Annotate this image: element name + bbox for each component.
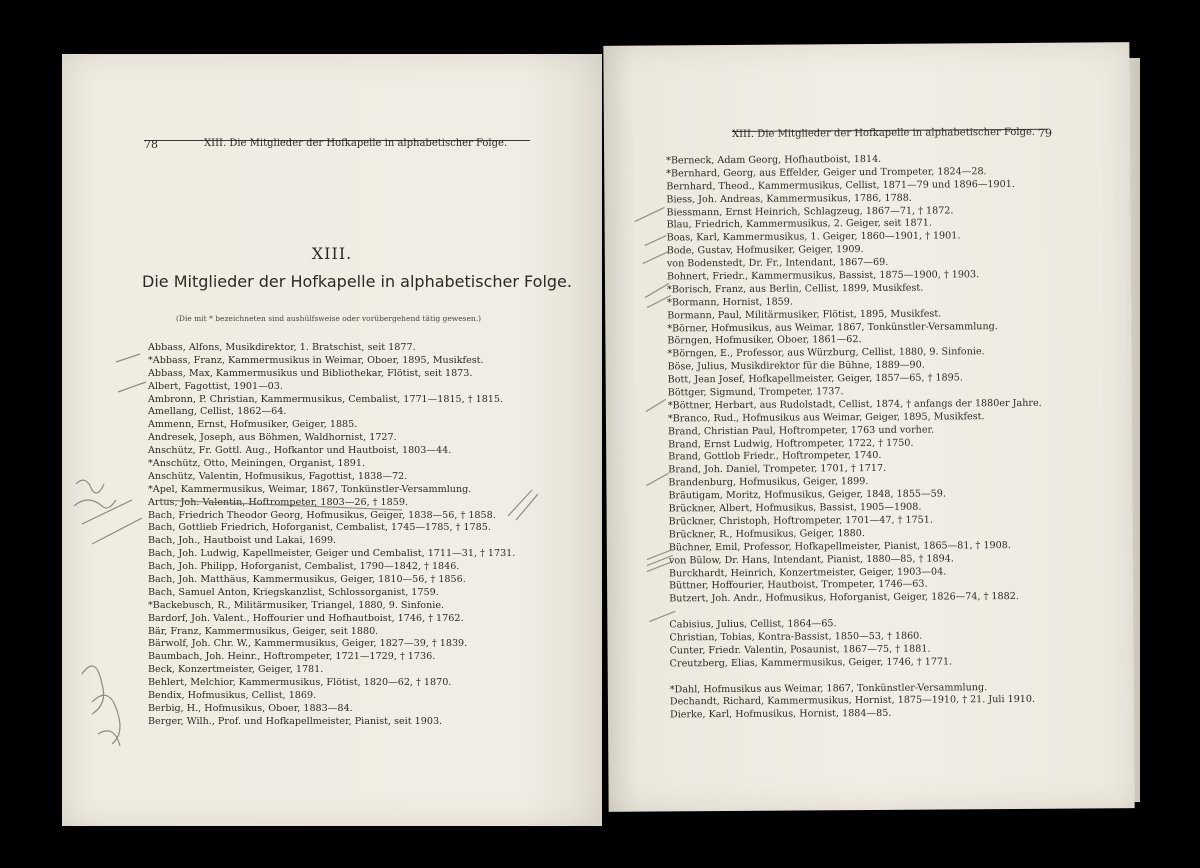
entry-line: Butzert, Joh. Andr., Hofmusikus, Hoforganist, Geiger, 1826—74, † 1882. bbox=[669, 591, 1019, 605]
entry-line: *Dahl, Hofmusikus aus Weimar, 1867, Tonkünstler-Versammlung. bbox=[669, 681, 988, 695]
pencil-scribble bbox=[74, 500, 116, 508]
entry-line: *Berneck, Adam Georg, Hofhautboist, 1814. bbox=[666, 153, 882, 167]
running-header-text: XIII. Die Mitglieder der Hofkapelle in alphabetischer Folge. bbox=[204, 138, 508, 149]
entry-line: Brückner, R., Hofmusikus, Geiger, 1880. bbox=[668, 527, 865, 541]
entry-line: *Börner, Hofmusikus, aus Weimar, 1867, Tonkünstler-Versammlung. bbox=[667, 320, 998, 334]
entry-line: Bernhard, Theod., Kammermusikus, Cellist, 1871—79 und 1896—1901. bbox=[666, 178, 1015, 193]
pencil-mark bbox=[118, 382, 146, 392]
entry-line: Anschütz, Valentin, Hofmusikus, Fagottist, 1838—72. bbox=[148, 470, 408, 482]
entry-line: Brückner, Christoph, Hoftrompeter, 1701—47, † 1751. bbox=[668, 514, 933, 528]
running-header-text: XIII. Die Mitglieder der Hofkapelle in alphabetischer Folge. bbox=[731, 126, 1036, 140]
running-header bbox=[731, 126, 1052, 140]
pencil-mark bbox=[646, 473, 668, 485]
entry-line: Beck, Konzertmeister, Geiger, 1781. bbox=[148, 664, 324, 676]
entry-line: Büchner, Emil, Professor, Hofkapellmeister, Pianist, 1865—81, † 1908. bbox=[668, 539, 1011, 554]
entry-line: *Böttner, Herbart, aus Rudolstadt, Cellist, 1874, † anfangs der 1880er Jahre. bbox=[667, 397, 1042, 412]
pencil-mark bbox=[645, 283, 669, 297]
pencil-mark bbox=[645, 235, 667, 245]
entry-line: Bardorf, Joh. Valent., Hoffourier und Hofhautboist, 1746, † 1762. bbox=[148, 612, 464, 624]
chapter-note: (Die mit * bezeichneten sind aushülfsweise oder vorübergehend tätig gewesen.) bbox=[176, 314, 482, 323]
entry-line: Bach, Joh., Hautboist und Lakai, 1699. bbox=[148, 535, 337, 547]
entry-line: Brand, Ernst Ludwig, Hoftrompeter, 1722, † 1750. bbox=[668, 437, 914, 450]
entry-line: Burckhardt, Heinrich, Konzertmeister, Geiger, 1903—04. bbox=[668, 565, 947, 579]
entry-line: *Branco, Rud., Hofmusikus aus Weimar, Geiger, 1895, Musikfest. bbox=[667, 411, 985, 425]
entry-line: Cunter, Friedr. Valentin, Posaunist, 1867—75, † 1881. bbox=[669, 643, 931, 657]
entry-line: Börngen, Hofmusiker, Oboer, 1861—62. bbox=[667, 334, 862, 347]
entry-line: Abbass, Max, Kammermusikus und Bibliothekar, Flötist, seit 1873. bbox=[148, 367, 473, 379]
page-number: 79 bbox=[1037, 126, 1052, 140]
entry-line: *Backebusch, R., Militärmusiker, Triangel, 1880, 9. Sinfonie. bbox=[148, 599, 445, 611]
entry-line: Büttner, Hoffourier, Hautboist, Trompeter, 1746—63. bbox=[669, 578, 928, 592]
entry-line: *Borisch, Franz, aus Berlin, Cellist, 1899, Musikfest. bbox=[666, 282, 924, 296]
entry-line: Bach, Joh. Philipp, Hoforganist, Cembalist, 1790—1842, † 1846. bbox=[148, 561, 460, 573]
entry-line: Bärwolf, Joh. Chr. W., Kammermusikus, Geiger, 1827—39, † 1839. bbox=[148, 638, 468, 650]
entry-line: Bach, Joh. Matthäus, Kammermusikus, Geiger, 1810—56, † 1856. bbox=[148, 574, 466, 586]
entry-line: Christian, Tobias, Kontra-Bassist, 1850—53, † 1860. bbox=[669, 630, 923, 644]
entry-line: Ambronn, P. Christian, Kammermusikus, Cembalist, 1771—1815, † 1815. bbox=[148, 393, 504, 405]
running-header bbox=[144, 138, 530, 151]
entry-line: Abbass, Alfons, Musikdirektor, 1. Bratschist, seit 1877. bbox=[148, 342, 416, 353]
entry-line: Bach, Samuel Anton, Kriegskanzlist, Schlossorganist, 1759. bbox=[148, 586, 439, 598]
entry-line: Cabisius, Julius, Cellist, 1864—65. bbox=[669, 618, 837, 631]
entry-line: Biessmann, Ernst Heinrich, Schlagzeug, 1867—71, † 1872. bbox=[666, 204, 954, 218]
entry-line: Brückner, Albert, Hofmusikus, Bassist, 1905—1908. bbox=[668, 501, 922, 515]
entry-line: Amellang, Cellist, 1862—64. bbox=[148, 406, 287, 418]
entry-line: Berger, Wilh., Prof. und Hofkapellmeister, Pianist, seit 1903. bbox=[148, 715, 443, 727]
entry-line: von Bülow, Dr. Hans, Intendant, Pianist, 1880—85, † 1894. bbox=[668, 553, 954, 567]
entry-line: Andresek, Joseph, aus Böhmen, Waldhornist, 1727. bbox=[148, 432, 397, 444]
entry-line: Ammenn, Ernst, Hofmusiker, Geiger, 1885. bbox=[148, 419, 358, 431]
pencil-scribble bbox=[82, 666, 104, 714]
pencil-mark bbox=[82, 500, 132, 524]
left-page bbox=[62, 54, 602, 826]
entry-line: Biess, Joh. Andreas, Kammermusikus, 1786, 1788. bbox=[666, 192, 912, 206]
entry-line: Boas, Karl, Kammermusikus, 1. Geiger, 1860—1901, † 1901. bbox=[666, 230, 961, 244]
entry-line: Baumbach, Joh. Heinr., Hoftrompeter, 1721—1729, † 1736. bbox=[148, 651, 436, 663]
entry-line: *Börngen, E., Professor, aus Würzburg, Cellist, 1880, 9. Sinfonie. bbox=[667, 346, 985, 360]
right-page bbox=[603, 42, 1134, 812]
entry-line: Brand, Gottlob Friedr., Hoftrompeter, 1740. bbox=[668, 450, 882, 463]
entry-line: Dierke, Karl, Hofmusikus, Hornist, 1884—85. bbox=[669, 708, 892, 721]
entry-line: Bormann, Paul, Militärmusiker, Flötist, 1895, Musikfest. bbox=[667, 308, 942, 322]
pencil-mark bbox=[92, 518, 142, 544]
entry-line: Brand, Joh. Daniel, Trompeter, 1701, † 1717. bbox=[668, 463, 887, 476]
entry-line: Bendix, Hofmusikus, Cellist, 1869. bbox=[148, 690, 317, 702]
entry-line: *Abbass, Franz, Kammermusikus in Weimar, Oboer, 1895, Musikfest. bbox=[148, 354, 484, 366]
entry-line: Berbig, H., Hofmusikus, Oboer, 1883—84. bbox=[148, 702, 353, 714]
pencil-mark bbox=[116, 354, 140, 362]
entry-line: *Bormann, Hornist, 1859. bbox=[667, 296, 793, 309]
entry-line: Bach, Joh. Ludwig, Kapellmeister, Geiger und Cembalist, 1711—31, † 1731. bbox=[148, 548, 516, 560]
entry-line: von Bodenstedt, Dr. Fr., Intendant, 1867—69. bbox=[666, 256, 889, 270]
chapter-title: Die Mitglieder der Hofkapelle in alphabetischer Folge. bbox=[142, 272, 572, 291]
entry-line: Böse, Julius, Musikdirektor für die Bühne, 1889—90. bbox=[667, 359, 925, 373]
entry-line: Artus, Joh. Valentin, Hoftrompeter, 1803—26, † 1859. bbox=[148, 496, 408, 508]
entry-line: Bär, Franz, Kammermusikus, Geiger, seit 1880. bbox=[148, 625, 379, 637]
entry-group-c bbox=[669, 617, 1043, 671]
entry-line: Brandenburg, Hofmusikus, Geiger, 1899. bbox=[668, 476, 869, 489]
entry-group-d bbox=[670, 681, 1044, 722]
chapter-numeral: XIII. bbox=[311, 244, 353, 263]
entry-group-b bbox=[666, 153, 1043, 607]
entry-line: Behlert, Melchior, Kammermusikus, Flötist, 1820—62, † 1870. bbox=[148, 677, 452, 689]
entry-line: Böttger, Sigmund, Trompeter, 1737. bbox=[667, 386, 844, 399]
pencil-scribble bbox=[92, 695, 120, 744]
entry-line: Bode, Gustav, Hofmusiker, Geiger, 1909. bbox=[666, 244, 864, 257]
entry-line: Bott, Jean Josef, Hofkapellmeister, Geiger, 1857—65, † 1895. bbox=[667, 372, 963, 386]
entry-line: Albert, Fagottist, 1901—03. bbox=[148, 380, 283, 392]
entry-list bbox=[666, 153, 1044, 723]
entry-line: Bräutigam, Moritz, Hofmusikus, Geiger, 1848, 1855—59. bbox=[668, 488, 946, 502]
page-number: 78 bbox=[144, 138, 158, 151]
entry-line: Creutzberg, Elias, Kammermusikus, Geiger, 1746, † 1771. bbox=[669, 656, 953, 670]
pencil-mark bbox=[634, 207, 664, 221]
entry-line: Anschütz, Fr. Gottl. Aug., Hofkantor und Hautboist, 1803—44. bbox=[148, 445, 452, 457]
pencil-mark bbox=[646, 399, 666, 411]
entry-line: Bach, Friedrich Theodor Georg, Hofmusikus, Geiger, 1838—56, † 1858. bbox=[148, 509, 496, 521]
entry-line: Dechandt, Richard, Kammermusikus, Hornist, 1875—1910, † 21. Juli 1910. bbox=[669, 694, 1036, 708]
entry-line: Bohnert, Friedr., Kammermusikus, Bassist, 1875—1900, † 1903. bbox=[666, 269, 980, 283]
entry-line: *Bernhard, Georg, aus Effelder, Geiger und Trompeter, 1824—28. bbox=[666, 166, 987, 180]
entry-line: Bach, Gottlieb Friedrich, Hoforganist, Cembalist, 1745—1785, † 1785. bbox=[148, 522, 491, 534]
pencil-scribble bbox=[76, 480, 104, 493]
entry-line: Brand, Christian Paul, Hoftrompeter, 1763 und vorher. bbox=[667, 424, 935, 438]
pencil-mark bbox=[643, 251, 669, 263]
pencil-scribble bbox=[98, 731, 120, 746]
entry-list bbox=[148, 342, 515, 729]
entry-line: *Apel, Kammermusikus, Weimar, 1867, Tonkünstler-Versammlung. bbox=[148, 483, 472, 495]
entry-line: *Anschütz, Otto, Meiningen, Organist, 1891. bbox=[148, 458, 366, 470]
entry-line: Blau, Friedrich, Kammermusikus, 2. Geiger, seit 1871. bbox=[666, 218, 932, 231]
